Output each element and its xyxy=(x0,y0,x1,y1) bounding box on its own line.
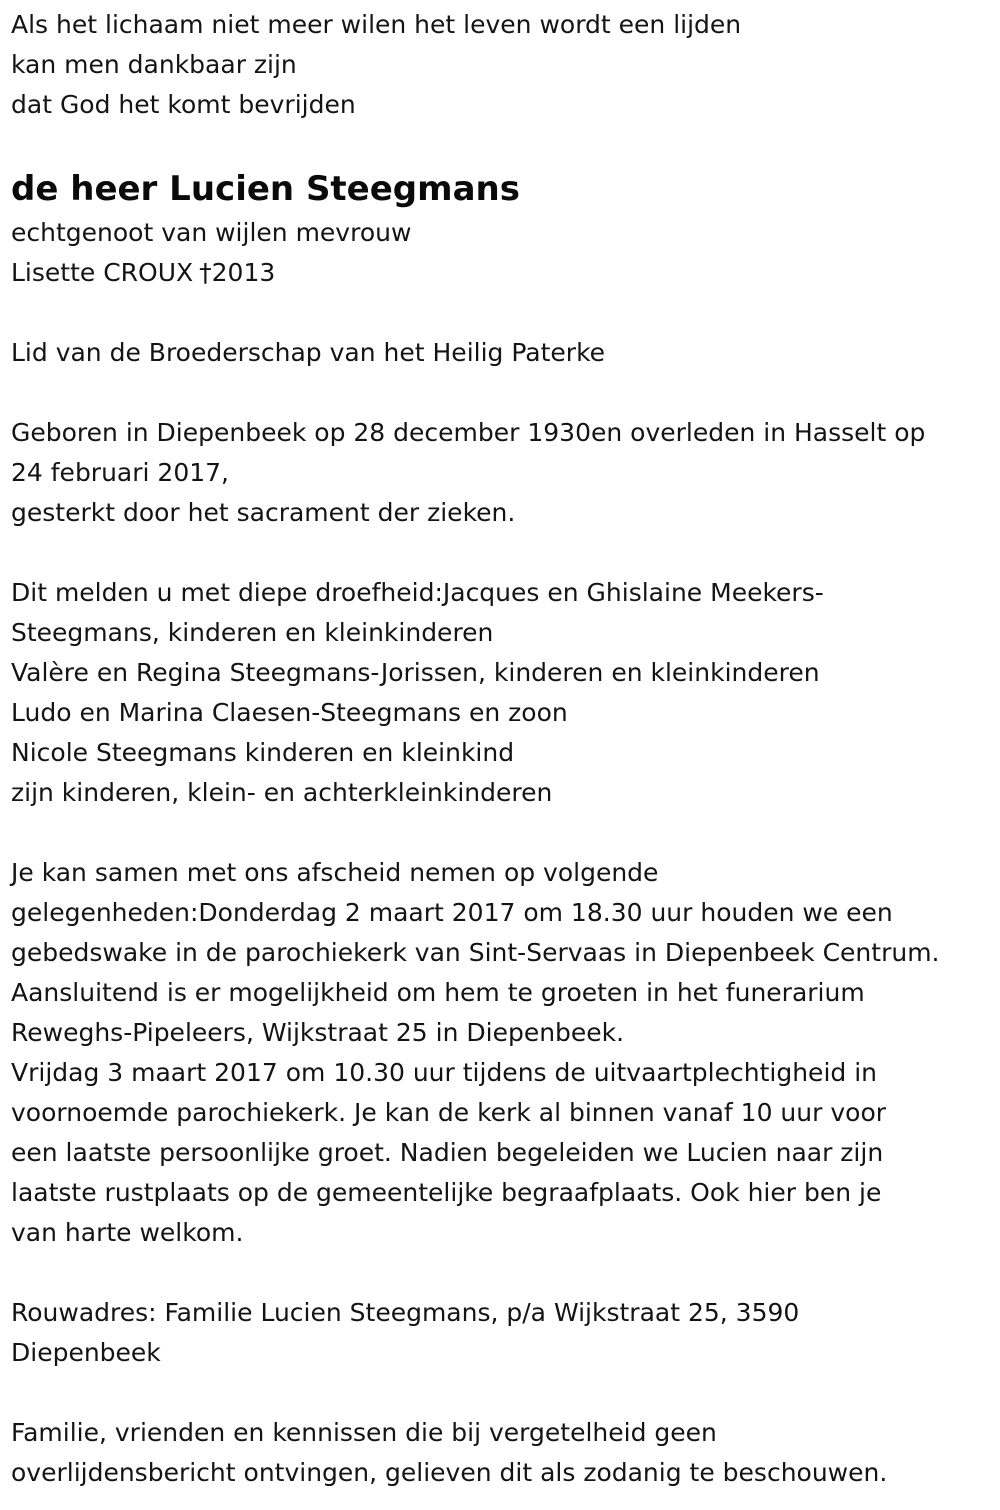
birth-death-line: gesterkt door het sacrament der zieken. xyxy=(11,498,516,527)
farewell-line: van harte welkom. xyxy=(11,1218,244,1247)
poem-line: dat God het komt bevrijden xyxy=(11,90,356,119)
announcement-line: zijn kinderen, klein- en achterkleinkinderen xyxy=(11,778,553,807)
cross-icon: † xyxy=(199,258,212,287)
farewell-line: Vrijdag 3 maart 2017 om 10.30 uur tijdens de uitvaartplechtigheid in xyxy=(11,1058,877,1087)
spouse-name-line xyxy=(11,253,990,293)
birth-death-line: 24 februari 2017, xyxy=(11,458,229,487)
farewell-line: een laatste persoonlijke groet. Nadien begeleiden we Lucien naar zijn xyxy=(11,1138,884,1167)
spouse-name: Lisette CROUX xyxy=(11,258,194,287)
announcement-line: Steegmans, kinderen en kleinkinderen xyxy=(11,618,494,647)
farewell-info xyxy=(11,853,990,1253)
spacer xyxy=(11,1253,990,1293)
deceased-name: de heer Lucien Steegmans xyxy=(11,169,520,209)
farewell-line: voornoemde parochiekerk. Je kan de kerk al binnen vanaf 10 uur voor xyxy=(11,1098,887,1127)
poem-line: kan men dankbaar zijn xyxy=(11,50,297,79)
address-line: Rouwadres: Familie Lucien Steegmans, p/a Wijkstraat 25, 3590 xyxy=(11,1298,800,1327)
birth-death-line: Geboren in Diepenbeek op 28 december 1930en overleden in Hasselt op xyxy=(11,418,926,447)
announcement-line: Ludo en Marina Claesen-Steegmans en zoon xyxy=(11,698,568,727)
announcement-line: Dit melden u met diepe droefheid:Jacques en Ghislaine Meekers- xyxy=(11,578,824,607)
announcement-line: Valère en Regina Steegmans-Jorissen, kinderen en kleinkinderen xyxy=(11,658,820,687)
birth-death xyxy=(11,413,990,533)
membership-line: Lid van de Broederschap van het Heilig Paterke xyxy=(11,338,606,367)
mourning-address xyxy=(11,1293,990,1373)
farewell-line: Je kan samen met ons afscheid nemen op volgende xyxy=(11,858,659,887)
closing-line: overlijdensbericht ontvingen, gelieven dit als zodanig te beschouwen. xyxy=(11,1458,888,1487)
farewell-line: Aansluitend is er mogelijkheid om hem te groeten in het funerarium xyxy=(11,978,865,1007)
farewell-line: Reweghs-Pipeleers, Wijkstraat 25 in Diepenbeek. xyxy=(11,1018,625,1047)
spacer xyxy=(11,1373,990,1413)
farewell-line: gebedswake in de parochiekerk van Sint-Servaas in Diepenbeek Centrum. xyxy=(11,938,940,967)
farewell-line: gelegenheden:Donderdag 2 maart 2017 om 18.30 uur houden we een xyxy=(11,898,893,927)
spacer xyxy=(11,373,990,413)
address-line: Diepenbeek xyxy=(11,1338,161,1367)
spouse-death-year: 2013 xyxy=(211,258,276,287)
membership xyxy=(11,333,990,373)
spouse-line: echtgenoot van wijlen mevrouw xyxy=(11,218,412,247)
spacer xyxy=(11,813,990,853)
closing-note xyxy=(11,1413,990,1493)
farewell-line: laatste rustplaats op de gemeentelijke begraafplaats. Ook hier ben je xyxy=(11,1178,882,1207)
poem-line: Als het lichaam niet meer wilen het leven wordt een lijden xyxy=(11,10,742,39)
spacer xyxy=(11,293,990,333)
closing-line: Familie, vrienden en kennissen die bij vergetelheid geen xyxy=(11,1418,717,1447)
announcement xyxy=(11,573,990,813)
poem xyxy=(11,5,990,125)
announcement-line: Nicole Steegmans kinderen en kleinkind xyxy=(11,738,515,767)
spacer xyxy=(11,533,990,573)
spouse-info xyxy=(11,213,990,293)
